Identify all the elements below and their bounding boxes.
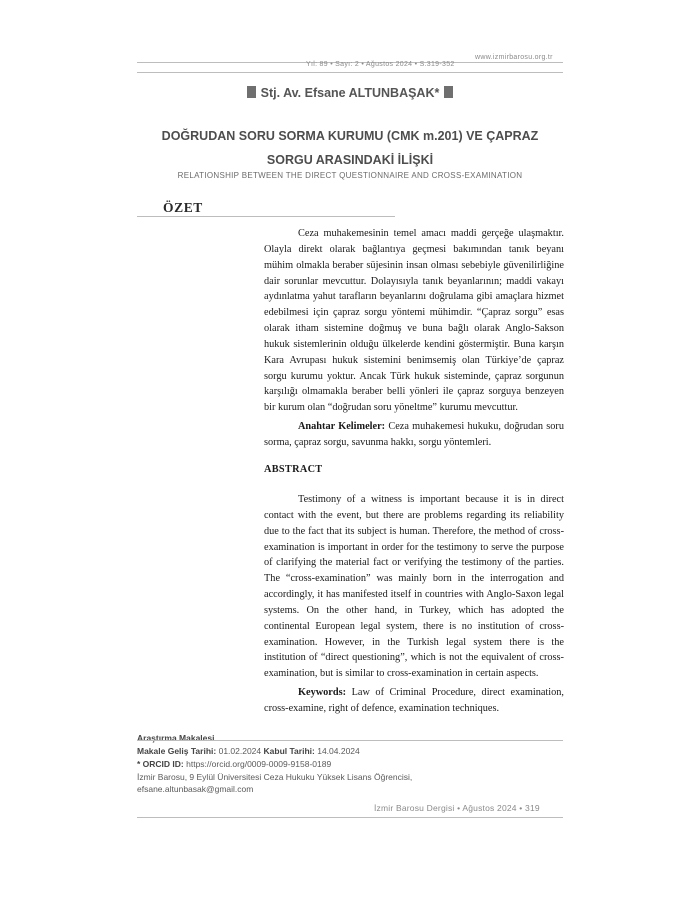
journal-footer: İzmir Barosu Dergisi • Ağustos 2024 • 319 [374,803,540,813]
author-marker-right [444,86,453,98]
keywords-text: Law of Criminal Procedure, direct examination, cross-examine, right of defence, examination techniques. [264,687,565,714]
issue-info: Yıl: 89 • Sayı: 2 • Ağustos 2024 • S.319-352 [306,61,455,68]
header-rule-bottom [137,72,563,73]
article-title [150,124,550,172]
footer-rule [137,740,563,741]
author-affiliation: İzmir Barosu, 9 Eylül Üniversitesi Ceza Hukuku Yüksek Lisans Öğrencisi, [137,772,413,782]
ozet-paragraph [264,226,564,416]
orcid-link[interactable]: https://orcid.org/0009-0009-9158-0189 [186,759,332,769]
orcid-line [137,759,331,769]
author-marker-left [247,86,256,98]
received-date: 01.02.2024 [218,746,262,756]
accepted-label: Kabul Tarihi: [263,746,315,756]
keywords-paragraph [264,685,564,717]
ozet-text: Ceza muhakemesinin temel amacı maddi gerçeğe ulaşmaktır. Olayla direkt olarak bağlantıya geçmesi bakımından tanık beyanı mühim olmakla beraber süjesinin insan olması sebebiyle güvenilirliğine dair sorunlar mevcuttur. Dolayısıyla tanık beyanlarının; maddi vakayı aydınlatma yahut tarafların beyanlarını doğrulama gibi amaçlara hizmet edebilmesi için çapraz sorgu yöntemi mühimdir. “Çapraz sorgu” esas olarak itham sistemine doğmuş ve buna bağlı olarak Anglo-Sakson hukuk sistemlerinin olduğu ülkelerde kendini göstermiştir. Buna karşın Kara Avrupası hukuk sistemini benimsemiş olan Türkiye’de çapraz sorgu kurumu yoktur. Ancak Türk hukuk sisteminde, çapraz sorgunun karşılığı olmamakla beraber belli yönleri ile çapraz sorguya benzeyen bir kurum olan “doğrudan soru yöneltme” kurumu mevcuttur. [264,228,564,414]
abstract-heading: ABSTRACT [264,464,323,475]
received-label: Makale Geliş Tarihi: [137,746,217,756]
title-line-2: SORGU ARASINDAKİ İLİŞKİ [266,153,434,167]
ozet-rule [137,216,395,217]
article-type: Araştırma Makalesi [137,733,215,743]
author-email[interactable]: efsane.altunbasak@gmail.com [137,784,254,794]
website-url: www.izmirbarosu.org.tr [475,54,553,61]
orcid-label: * ORCID ID: [137,759,184,769]
keywords-label: Keywords: [298,687,347,698]
anahtar-label: Anahtar Kelimeler: [298,421,386,432]
abstract-text: Testimony of a witness is important because it is in direct contact with the event, but there are problems regarding its reliability due to the fact that its subject is human. Therefore, the method of cross-examination is important in order for the testimony to serve the purpose of clarifying the material fact or verifying the testimony of the parties. The “cross-examination” was mainly born in the interrogation and accordingly, it has manifested itself in countries with Anglo-Saxon legal systems. On the other hand, in Turkey, which has adopted the continental European legal system, there is no institution of cross-examination. However, in the Turkish legal system there is the institution of “direct questioning”, which is not the equivalent of cross-examination, but is similar to cross-examination in certain aspects. [264,494,564,680]
title-line-1: DOĞRUDAN SORU SORMA KURUMU (CMK m.201) VE ÇAPRAZ [161,129,539,143]
english-title: RELATIONSHIP BETWEEN THE DIRECT QUESTIONNAIRE AND CROSS-EXAMINATION [177,171,523,180]
author-line [0,86,700,100]
anahtar-text: Ceza muhakemesi hukuku, doğrudan soru sorma, çapraz sorgu, savunma hakkı, sorgu yöntemleri. [264,421,565,448]
article-dates [137,746,360,756]
abstract-paragraph [264,492,564,682]
ozet-heading: ÖZET [163,200,203,215]
anahtar-kelimeler-paragraph [264,419,564,451]
author-name: Stj. Av. Efsane ALTUNBAŞAK* [260,86,440,100]
accepted-date: 14.04.2024 [317,746,360,756]
journal-footer-rule [137,817,563,818]
